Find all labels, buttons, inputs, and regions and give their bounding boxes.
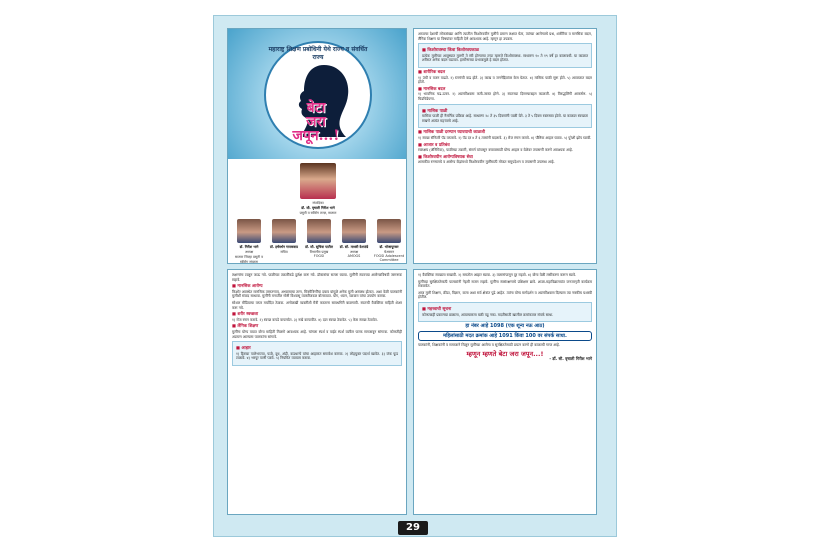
article-column-bottom-left [227, 269, 407, 515]
person-1-desc: सातारा जिल्हा प्रसूती व स्त्रीरोग संघटना [235, 255, 263, 264]
person-3-name: डॉ. सौ. सुचित्रा पाटील [305, 245, 333, 249]
poster-slogan [272, 101, 360, 143]
person-2-name: डॉ. हर्षवर्धन गायकवाड [270, 245, 298, 249]
closing-slogan: म्हणून म्हणते बेटा जरा जपून...! [466, 349, 544, 358]
tr-section-0 [418, 43, 592, 68]
article-column-top-right [413, 28, 597, 264]
br-section-2-body: कोणत्याही प्रकारच्या छळाला, अत्याचाराला बळी पडू नका. मदतीसाठी खालील क्रमांकावर संपर्क साधा. [422, 312, 554, 317]
tr-section-1-body: १) उंची व वजन वाढते. २) स्तनांची वाढ होते. ३) काख व जननेंद्रियांवर केस येतात. ४) मासिक पाळी सुरू होते. ५) आवाजात बदल होतो. [418, 75, 592, 85]
person-3-role: विभागीय प्रमुख [309, 250, 329, 254]
tr-section-1-head: ■ शारीरिक बदल [418, 68, 446, 74]
person-5-role: चेअरमन [383, 250, 395, 254]
br-outro: पालकांनी, शिक्षकांनी व समाजाने मिळून मुलींच्या आरोग्य व सुरक्षिततेसाठी प्रयत्न करणे ही काळाची गरज आहे. [418, 343, 560, 348]
article-column-bottom-right [413, 269, 597, 515]
tr-section-3-body: मासिक पाळी ही नैसर्गिक प्रक्रिया आहे. साधारण २८ ते ३५ दिवसांनी पाळी येते. ३ ते ५ दिवस रक्तस्राव होतो. या काळात स्वच्छता राखणे अत्यंत महत्त्वाचे आहे. [422, 114, 588, 123]
br-section-0-body: मुलींच्या सुरक्षिततेसाठी पालकांनी नेहमी सजग राहावे. मुलींना स्वसंरक्षणाचे प्रशिक्षण द्यावे. शाळा-महाविद्यालयांत जनजागृती कार्यक्रम राबवावेत. [418, 279, 592, 289]
person-4 [337, 219, 371, 258]
tr-section-0-head: ■ किशोरावस्था किंवा किशोरवयकाळ [422, 47, 479, 53]
author-signature: - डॉ. सौ. वृषाली गिरीश भागे [549, 355, 592, 361]
slogan-line-2: जरा [306, 114, 326, 130]
person-4-role: अध्यक्ष [349, 250, 359, 254]
person-4-desc: AMOGS [347, 254, 361, 258]
person-1 [232, 219, 266, 264]
tr-section-0-body: प्रत्येक मुलीच्या आयुष्यात मुलगी ते स्त्री होण्याचा टप्पा म्हणजे किशोरावस्था. साधारण १० ते १९ वर्षे हा कालावधी. या काळात शरीरात अनेक बदल घडतात. हार्मोन्सच्या प्रभावामुळे हे बदल होतात. [422, 53, 588, 63]
tr-section-6-head: ■ किशोरवयीन आरोग्यविषयक सेवा [418, 153, 473, 159]
bl-section-3-body: मुलींना योग्य वयात योग्य माहिती मिळणे आवश्यक आहे. चांगला स्पर्श व वाईट स्पर्श यातील फरक समजावून सांगावा. कोणतीही अडचण आल्यास पालकांना सांगावे. [232, 329, 402, 339]
person-3-photo [307, 219, 331, 243]
bl-section-4-body: १) हिरव्या पालेभाज्या, फळे, दूध, अंडी, कडधान्ये यांचा आहारात समावेश करावा. २) लोहयुक्त पदार्थ खावेत. ३) जंक फूड टाळावे. ४) भरपूर पाणी प्यावे. ५) नियमित व्यायाम करावा. [236, 351, 398, 361]
person-2 [267, 219, 301, 254]
br-section-1-body: आज मुली शिक्षण, क्रीडा, विज्ञान, कला अशा सर्व क्षेत्रांत पुढे आहेत. त्यांना योग्य मार्गदर्शन व आत्मविश्वास दिल्यास त्या नक्कीच यशस्वी होतील. [418, 290, 592, 300]
tr-section-2-body: १) भावनिक चढ-उतार. २) आत्मविश्वास कमी-जास्त होणे. ३) स्वतःच्या दिसण्याबद्दल काळजी. ४) विरुद्धलिंगी आकर्षण. ५) चिडचिडेपणा. [418, 92, 592, 101]
poster-people [228, 159, 406, 264]
tr-section-3-head: ■ मासिक पाळी [422, 107, 448, 113]
women-helpline: महिलांसाठी मदत क्रमांक आहे 1091 किंवा 100 वर संपर्क साधा. [418, 331, 592, 342]
poster-banner [228, 29, 406, 159]
person-2-photo [272, 219, 296, 243]
main-person-desc: प्रसूती व स्त्रीरोग तज्ज्ञ, सातारा [299, 211, 337, 215]
tr-section-4-head: ■ मासिक पाळी दरम्यान घ्यावयाची काळजी [418, 129, 485, 135]
bl-section-3-head: ■ लैंगिक शिक्षण [232, 323, 259, 329]
main-person-photo [300, 163, 336, 199]
poster-arc-title: महाराष्ट्र शिक्षण प्रबोधिनी येथे राज्य व संवर्धित राज्य [268, 46, 368, 61]
person-2-role: सचिव [280, 250, 288, 254]
tr-section-5-body: रक्तक्षय (ॲनिमिया), पाळीच्या तक्रारी, संसर्ग यांपासून बचावासाठी योग्य आहार व वेळेवर तपासणी करणे आवश्यक आहे. [418, 148, 573, 153]
br-section-2 [418, 302, 592, 322]
bl-section-4 [232, 341, 402, 366]
br-intro: १) वैयक्तिक स्वच्छता राखावी. २) समतोल आहार घ्यावा. ३) व्यसनांपासून दूर राहावे. ४) योग्य वेळी लसीकरण करून घ्यावे. [418, 273, 577, 277]
slogan-line-1: बेटा [306, 100, 326, 116]
br-section-2-head: ■ महत्त्वाची सूचना [422, 305, 452, 311]
bl-section-1-body: सोशल मीडियाचा वापर मर्यादित ठेवावा. अनोळखी व्यक्तींशी मैत्री करताना सावधगिरी बाळगावी. स्वतःची वैयक्तिक माहिती शेअर करू नये. [232, 300, 402, 310]
bl-section-2-head: ■ शरीर स्वच्छता [232, 311, 259, 317]
person-5-name: डॉ. भोजापूरकर [379, 245, 399, 249]
child-helpline: हा नंबर आहे 1098 (एक शून्य नऊ आठ) [465, 323, 545, 330]
person-1-role: अध्यक्ष [244, 250, 254, 254]
main-person [290, 163, 346, 215]
tr-section-3 [418, 104, 592, 129]
bl-section-0-head: ■ मानसिक आरोग्य [232, 283, 263, 289]
person-5-photo [377, 219, 401, 243]
main-person-role: संपादिका [312, 201, 324, 205]
slogan-line-3: जपून...! [292, 128, 340, 144]
tr-section-6-body: शासकीय रुग्णालये व आरोग्य केंद्रांमध्ये किशोरवयीन मुलींसाठी मोफत समुपदेशन व तपासणी उपलब्ध आहे. [418, 160, 555, 165]
person-1-name: डॉ. गिरीश भागे [239, 245, 259, 249]
bl-section-0-body: किशोर अवस्थेत मानसिक ताणतणाव, अभ्यासाचा ताण, मित्रमैत्रिणींचा दबाव यांमुळे अनेक मुली अस्वस्थ होतात. अशा वेळी पालकांनी मुलींशी संवाद साधावा. मुलींनी मनातील गोष्टी विश्वासू व्यक्तीजवळ बोलाव्यात. योग, ध्यान, व्यायाम यांचा उपयोग करावा. [232, 289, 402, 299]
person-3-desc: FOGSI [313, 254, 325, 258]
person-1-photo [237, 219, 261, 243]
poster-panel [227, 28, 407, 264]
tr-section-4-body: १) स्वच्छ सॅनिटरी पॅड वापरावे. २) पॅड दर ४ ते ६ तासांनी बदलावे. ३) रोज स्नान करावे. ४) पौष्टिक आहार घ्यावा. ५) पुरेशी झोप घ्यावी. [418, 135, 592, 140]
main-person-name: डॉ. सौ. वृषाली गिरीश भागे [301, 206, 335, 210]
page-number: 29 [398, 521, 428, 535]
bl-section-2-body: १) रोज स्नान करावे. २) स्वच्छ कपडे वापरावेत. ३) नखे कापावीत. ४) दात स्वच्छ ठेवावेत. ५) केस स्वच्छ ठेवावेत. [232, 317, 378, 322]
person-4-photo [342, 219, 366, 243]
tr-section-2-head: ■ मानसिक बदल [418, 85, 446, 91]
tr-section-5-head: ■ आजार व प्रतिबंध [418, 141, 450, 147]
person-4-name: डॉ. सौ. माधवी देशपांडे [339, 245, 369, 249]
bl-intro: लक्षणांना टाळून जाऊ नये. पाळीच्या तक्रारींकडे दुर्लक्ष करू नये. डॉक्टरांचा सल्ला घ्यावा. मुलींनी स्वतःच्या आरोग्याविषयी जागरूक राहावे. [232, 273, 402, 282]
person-3 [302, 219, 336, 258]
bl-section-4-head: ■ आहार [236, 345, 251, 351]
person-5 [372, 219, 406, 262]
tr-intro: आपल्या देशाची लोकसंख्या आणि त्यातील किशोरवयीन मुलींचे प्रमाण लक्षात घेता, त्यांच्या आरोग्याचे प्रश्न, शारीरिक व मानसिक बदल, लैंगिक शिक्षण या विषयांवर माहिती देणे आवश्यक आहे. म्हणून हा उपक्रम. [418, 32, 592, 41]
person-5-desc: FOGSI Adolescent Committee [373, 254, 405, 262]
